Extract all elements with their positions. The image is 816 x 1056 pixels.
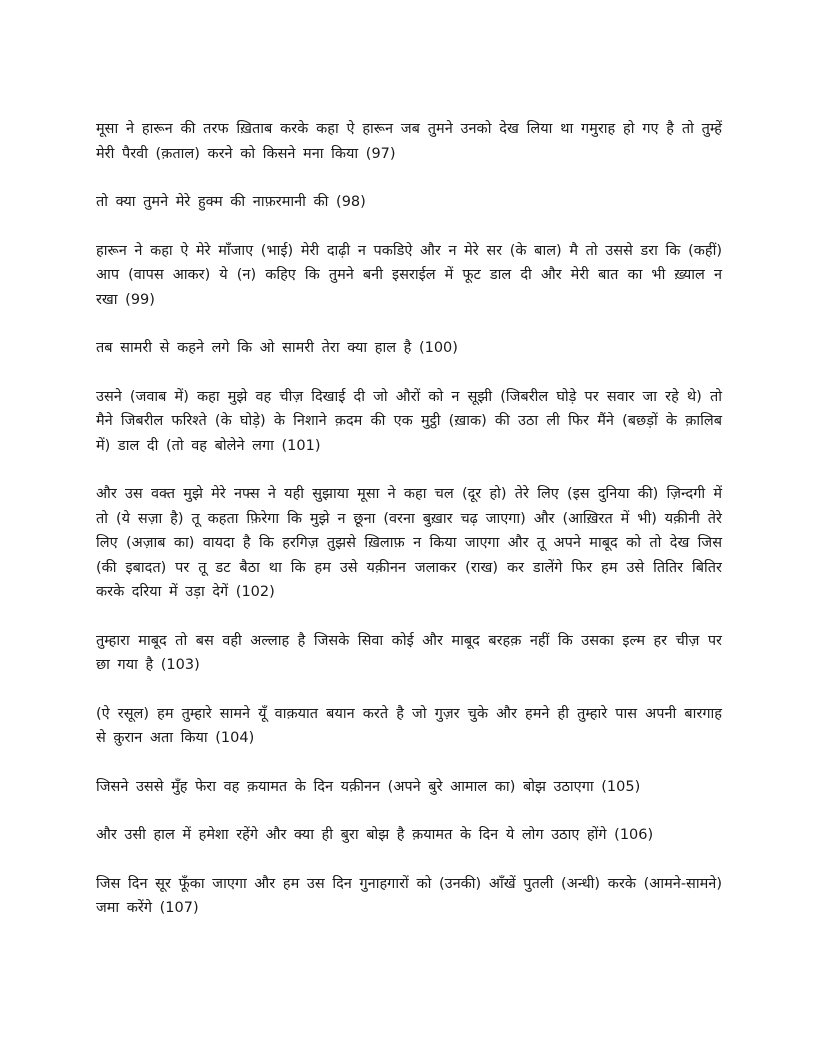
verse-list — [96, 117, 722, 921]
verse-98: तो क्या तुमने मेरे हुक्म की नाफ़रमानी की (98) — [96, 194, 366, 210]
verse-106: और उसी हाल में हमेशा रहेंगे और क्या ही बुरा बोझ है क़यामत के दिन ये लोग उठाए होंगे (106) — [96, 827, 654, 843]
verse-101: उसने (जवाब में) कहा मुझे वह चीज़ दिखाई दी जो औरों को न सूझी (जिबरील घोड़े पर सवार जा रहे थे) तो मैने जिबरील फरिश्ते (के घोड़े) के निशाने क़दम की एक मुट्ठी (ख़ाक) की उठा ली फिर मैंने (बछड़ों के क़ालिब में) डाल दी (तो वह बोलेने लगा (101) — [96, 388, 722, 454]
verse-99: हारून ने कहा ऐ मेरे माँजाए (भाई) मेरी दाढ़ी न पकडिऐ और न मेरे सर (के बाल) मै तो उससे डरा कि (कहीं) आप (वापस आकर) ये (न) कहिए कि तुमने बनी इसराईल में फूट डाल दी और मेरी बात का भी ख़्याल न रखा (99) — [96, 242, 722, 308]
verse-103: तुम्हारा माबूद तो बस वही अल्लाह है जिसके सिवा कोई और माबूद बरहक़ नहीं कि उसका इल्म हर चीज़ पर छा गया है (103) — [96, 632, 722, 673]
verse-97: मूसा ने हारून की तरफ ख़िताब करके कहा ऐ हारून जब तुमने उनको देख लिया था गमुराह हो गए है तो तुम्हें मेरी पैरवी (क़ताल) करने को किसने मना किया (97) — [96, 121, 722, 162]
verse-104: (ऐ रसूल) हम तुम्हारे सामने यूँ वाक़यात बयान करते है जो गुज़र चुके और हमने ही तुम्हारे पास अपनी बारगाह से क़ुरान अता किया (104) — [96, 705, 722, 746]
verse-105: जिसने उससे मुँह फेरा वह क़यामत के दिन यक़ीनन (अपने बुरे आमाल का) बोझ उठाएगा (105) — [96, 778, 641, 795]
verse-107: जिस दिन सूर फूँका जाएगा और हम उस दिन गुनाहगारों को (उनकी) आँखें पुतली (अन्धी) करके (आमने-सामने) जमा करेंगे (107) — [96, 875, 722, 916]
verse-100: तब सामरी से कहने लगे कि ओ सामरी तेरा क्या हाल है (100) — [96, 340, 458, 356]
verse-102: और उस वक्त मुझे मेरे नफ्स ने यही सुझाया मूसा ने कहा चल (दूर हो) तेरे लिए (इस दुनिया की) ज़िन्दगी में तो (ये सज़ा है) तू कहता फ़िरेगा कि मुझे न छूना (वरना बुख़ार चढ़ जाएगा) और (आख़िरत में भी) यक़ीनी तेरे लिए (अज़ाब का) वायदा है कि हरगिज़ तुझसे ख़िलाफ़ न किया जाएगा और तू अपने माबूद को तो देख जिस (की इबादत) पर तू डट बैठा था कि हम उसे यक़ीनन जलाकर (राख) कर डालेंगे फिर हम उसे तितिर बितिर करके दरिया में उड़ा देगें (102) — [96, 486, 722, 600]
